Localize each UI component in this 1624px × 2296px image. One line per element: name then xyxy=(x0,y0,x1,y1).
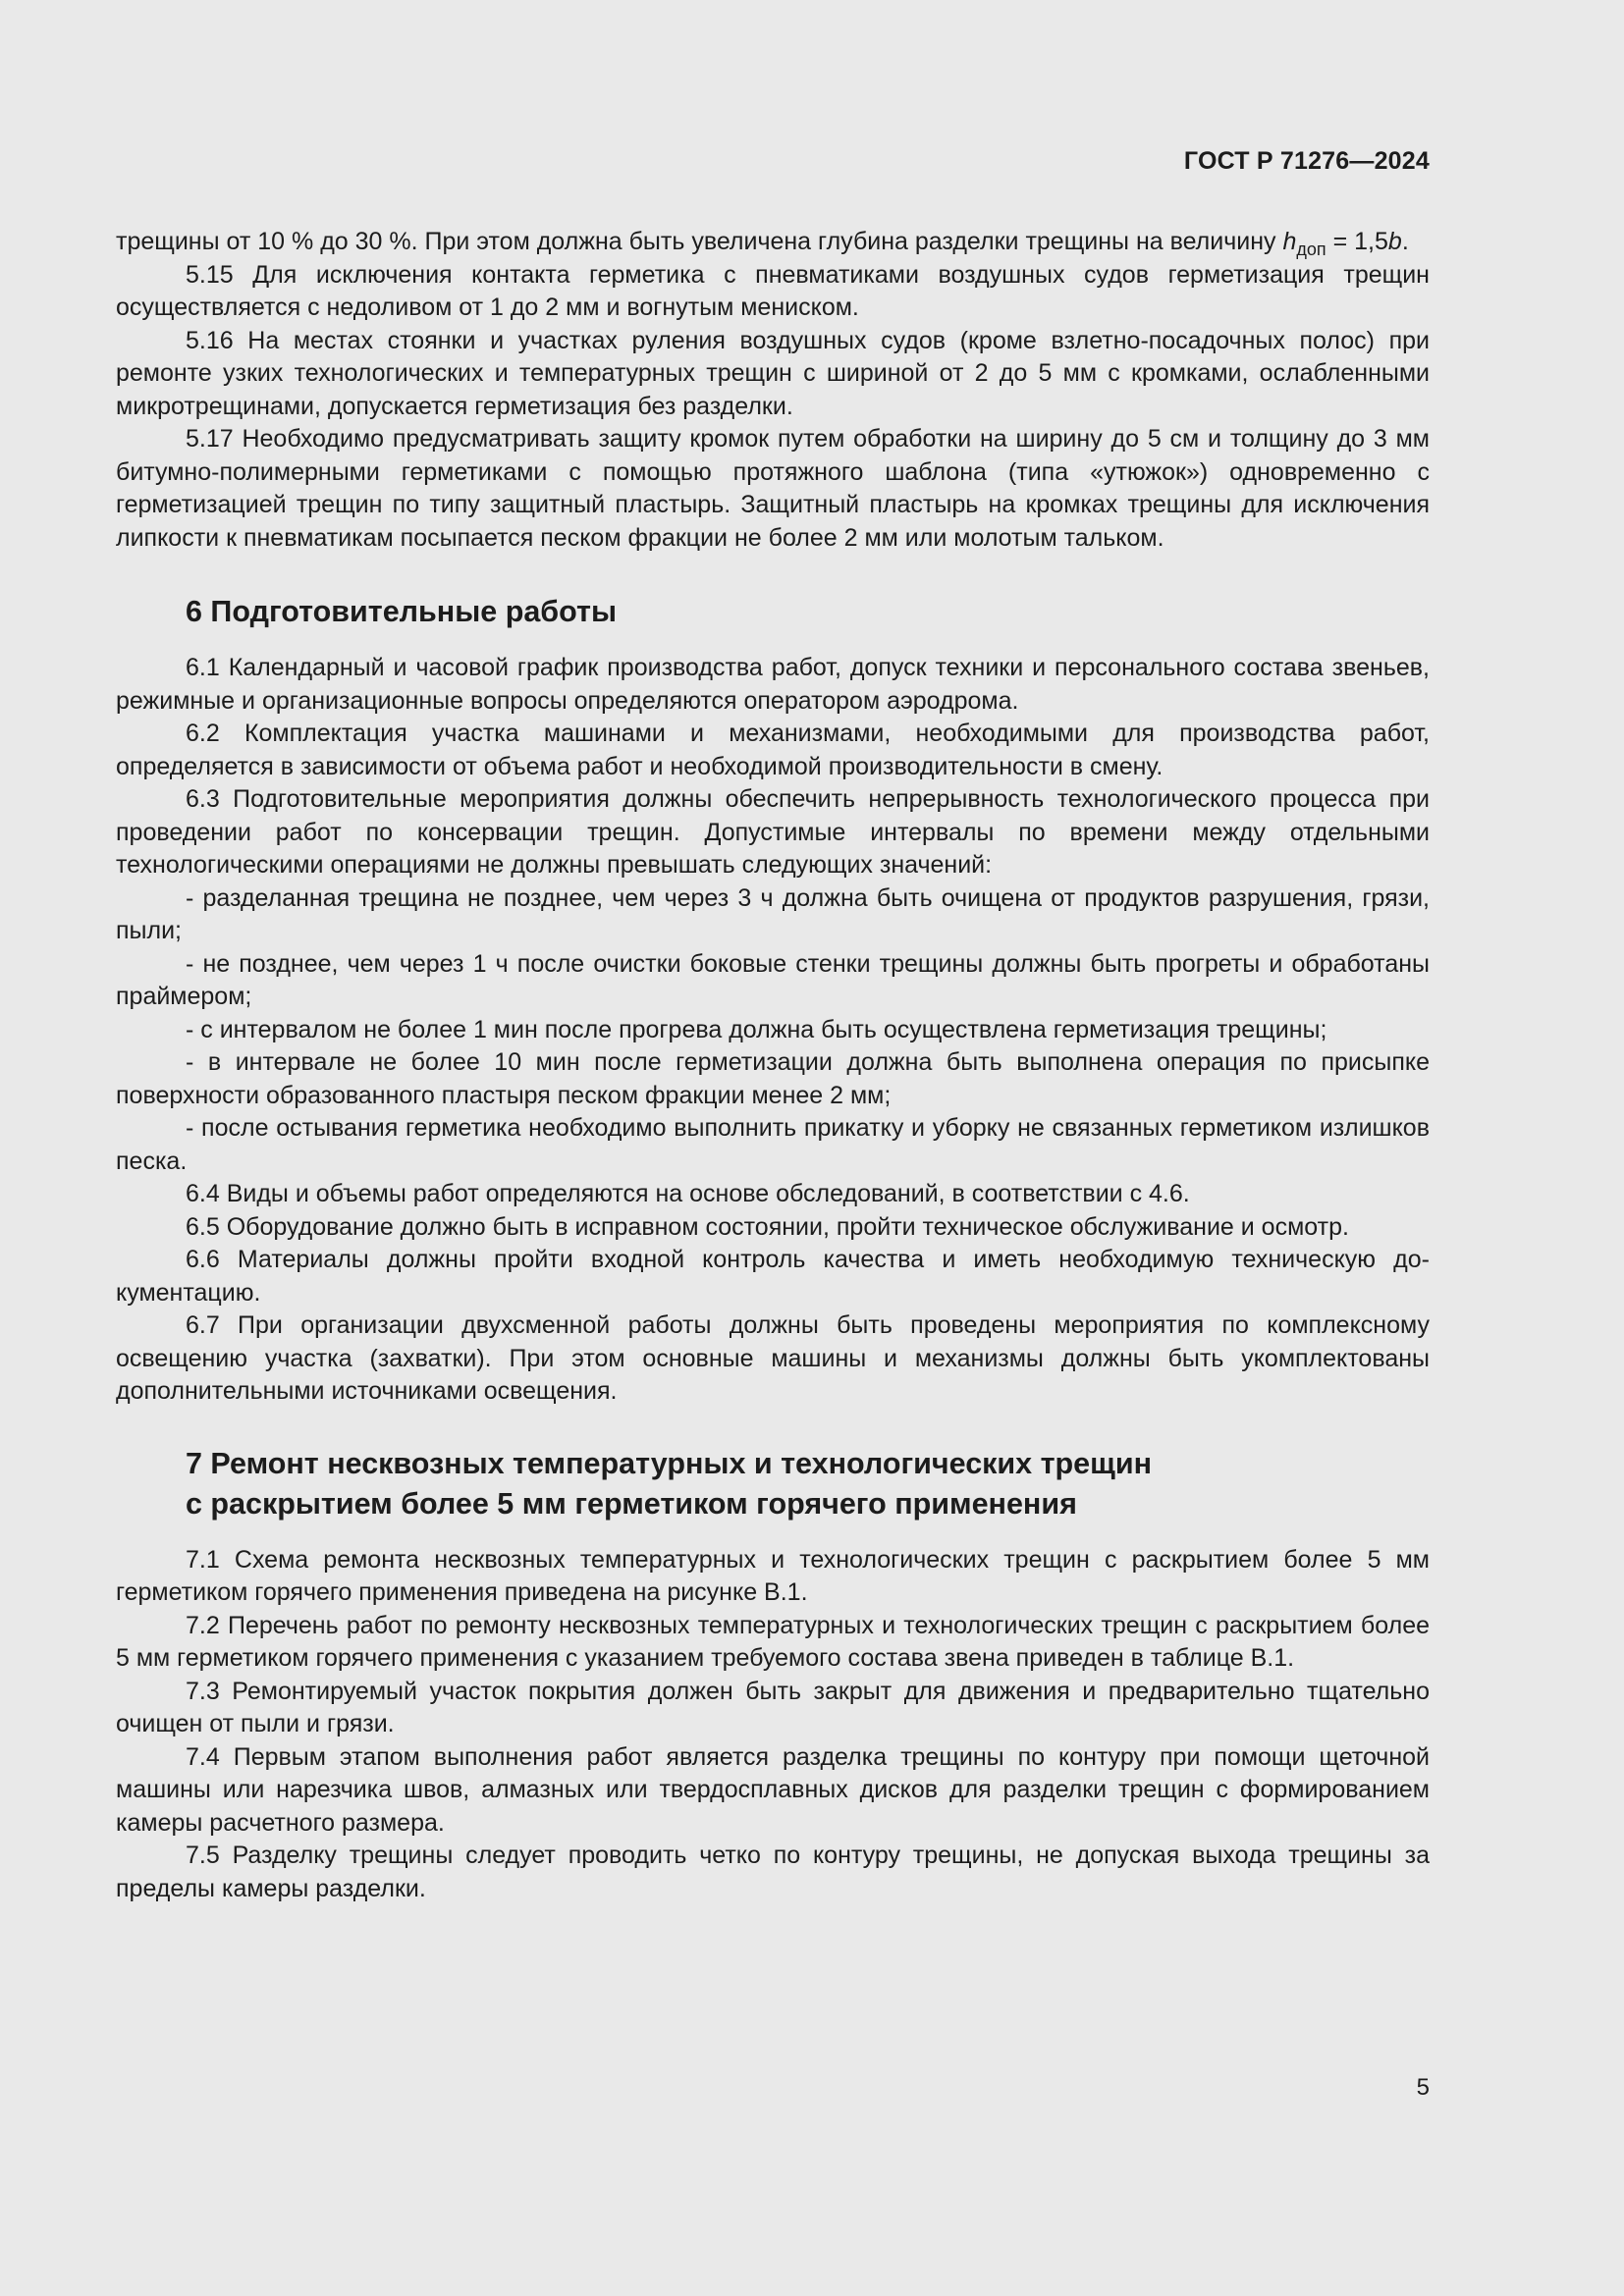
page-number: 5 xyxy=(1416,2074,1430,2101)
paragraph-6-7: 6.7 При организации двухсменной работы должны быть проведены мероприятия по комплексному освещению участка (захватки). При этом основные машины и механизмы должны быть укомплектованы дополнительными источниками освещения. xyxy=(116,1311,1430,1405)
paragraph-6-1: 6.1 Календарный и часовой график производства работ, допуск техники и персонального состава звеньев, режимные и организационные вопросы определяются оператором аэродрома. xyxy=(116,654,1430,715)
list-item: - разделанная трещина не позднее, чем через 3 ч должна быть очищена от продуктов разрушения, грязи, пыли; xyxy=(116,883,1430,944)
list-item: - не позднее, чем через 1 ч после очистки боковые стенки трещины должны быть прогреты и обработаны праймером; xyxy=(116,949,1430,1010)
formula-end: . xyxy=(1401,228,1409,255)
paragraph-continuation xyxy=(116,226,1430,259)
formula-subscript: доп xyxy=(1296,240,1326,259)
list-item: - в интервале не более 10 мин после герметизации должна быть выполнена операция по присыпке поверхности образованного пластыря песком фракции менее 2 мм; xyxy=(116,1048,1430,1109)
paragraph-6-4: 6.4 Виды и объемы работ определяются на основе обследований, в соответствии с 4.6. xyxy=(186,1180,1190,1207)
paragraph-5-16: 5.16 На местах стоянки и участках руления воздушных судов (кроме взлетно-посадочных полос) при ремонте узких технологических и температурных трещин с шириной от 2 до 5 мм с кромками, ослабленными микротрещинами, допускается герметизация без разделки. xyxy=(116,326,1430,420)
paragraph-6-2: 6.2 Комплектация участка машинами и механизмами, необходимыми для производства работ, определяется в зависимости от объема работ и необходимой производительности в смену. xyxy=(116,720,1430,780)
section-7-heading-line-1: 7 Ремонт несквозных температурных и технологических трещин xyxy=(186,1446,1153,1480)
paragraph-7-1: 7.1 Схема ремонта несквозных температурных и технологических трещин с раскрытием более 5 мм герметиком горячего применения приведена на рисунке В.1. xyxy=(116,1545,1430,1606)
paragraph-7-4: 7.4 Первым этапом выполнения работ является разделка трещины по контуру при помощи щеточной машины или нарезчика швов, алмазных или твердосплавных дисков для разделки трещин с формированием камеры расчетного размера. xyxy=(116,1742,1430,1837)
section-7-heading xyxy=(116,1444,1430,1524)
document-body xyxy=(116,226,1430,1905)
formula-equals: = 1,5 xyxy=(1326,228,1388,255)
paragraph-5-17: 5.17 Необходимо предусматривать защиту кромок путем обработки на ширину до 5 см и толщину до 3 мм битумно-полимерными герметиками с помощью протяжного шаблона (типа «утюжок») одновременно с герметизацией трещин по типу защитный пластырь. Защитный пластырь на кромках трещины для исключения липкости к пневматикам посыпается песком фракции не более 2 мм или молотым тальком. xyxy=(116,425,1430,552)
section-6-heading: 6 Подготовительные работы xyxy=(186,595,618,628)
paragraph-5-15: 5.15 Для исключения контакта герметика с пневматиками воздушных судов герметизация трещин осуществляется с недоливом от 1 до 2 мм и вогнутым мениском. xyxy=(116,260,1430,321)
document-code-header: ГОСТ Р 71276—2024 xyxy=(1183,147,1430,175)
paragraph-7-5: 7.5 Разделку трещины следует проводить четко по контуру трещины, не допуская выхода трещины за пределы камеры разделки. xyxy=(116,1842,1430,1902)
list-item: - после остывания герметика необходимо выполнить прикатку и уборку не связанных герметиком излишков песка. xyxy=(116,1114,1430,1175)
paragraph-6-3: 6.3 Подготовительные мероприятия должны обеспечить непрерывность технологического процесса при проведении работ по консервации трещин. Допустимые интервалы по времени между отдельными технологическими операциями не должны превышать следующих значений: xyxy=(116,785,1430,879)
paragraph-7-3: 7.3 Ремонтируемый участок покрытия должен быть закрыт для движения и предварительно тщательно очищен от пыли и грязи. xyxy=(116,1677,1430,1737)
paragraph-6-6: 6.6 Материалы должны пройти входной контроль качества и иметь необходимую техническую документацию. xyxy=(116,1246,1430,1307)
paragraph-7-2: 7.2 Перечень работ по ремонту несквозных температурных и технологических трещин с раскрытием более 5 мм герметиком горячего применения с указанием требуемого состава звена приведен в таблице В.1. xyxy=(116,1611,1430,1672)
section-7-heading-line-2: с раскрытием более 5 мм герметиком горячего применения xyxy=(186,1486,1077,1521)
formula-symbol-b: b xyxy=(1387,228,1402,255)
formula-symbol-h: h xyxy=(1282,228,1297,255)
list-item: - с интервалом не более 1 мин после прогрева должна быть осуществлена герметизация трещины; xyxy=(186,1015,1327,1043)
paragraph-6-5: 6.5 Оборудование должно быть в исправном состоянии, пройти техническое обслуживание и осмотр. xyxy=(186,1212,1349,1241)
paragraph-continuation-text: трещины от 10 % до 30 %. При этом должна быть увеличена глубина разделки трещины на величину xyxy=(116,228,1283,255)
